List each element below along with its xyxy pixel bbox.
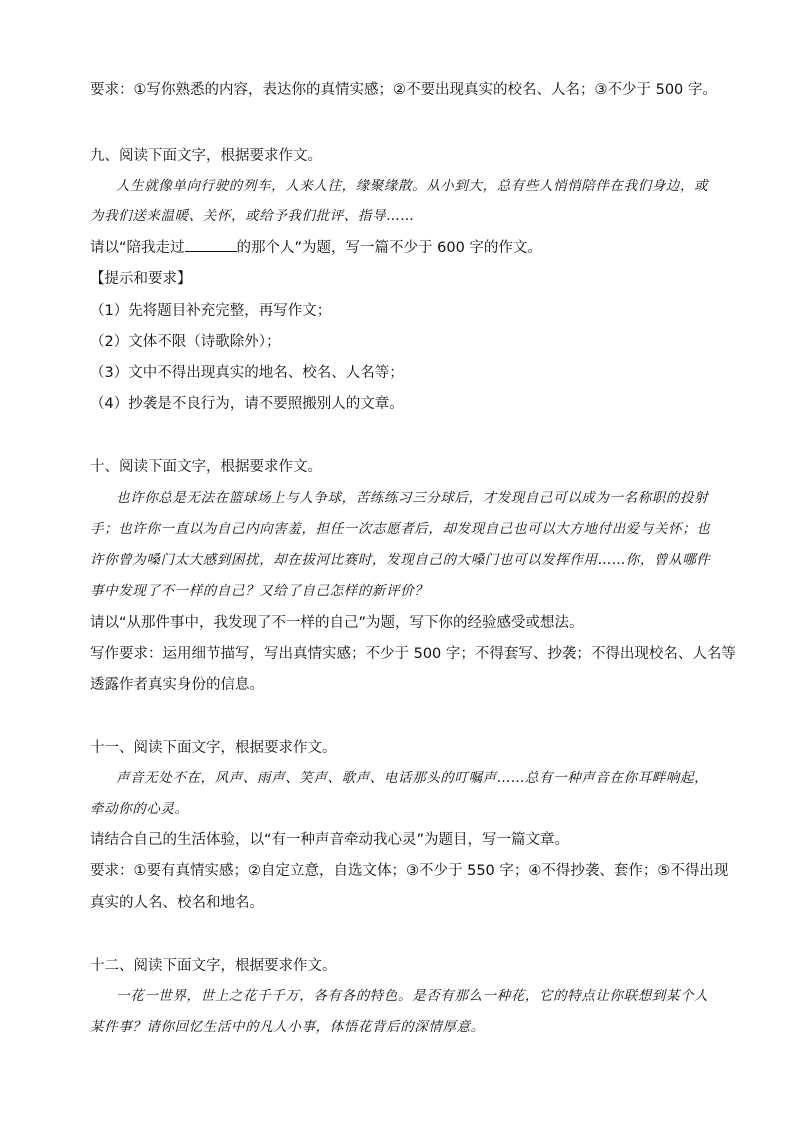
q9-prompt	[90, 237, 710, 259]
q12-title: 十二、阅读下面文字，根据要求作文。	[90, 958, 337, 974]
q10-requirements: 写作要求：运用细节描写，写出真情实感；不少于 500 字；不得套写、抄袭；不得出现校名、人名等	[90, 646, 736, 662]
q9-tips-header: 【提示和要求】	[90, 271, 192, 287]
q10-title: 十、阅读下面文字，根据要求作文。	[90, 459, 322, 475]
q12-passage-line: 一花一世界，世上之花千千万，各有各的特色。是否有那么一种花，它的特点让你联想到某个人	[116, 988, 709, 1004]
q9-passage-line: 为我们送来温暖、关怀，或给予我们批评、指导……	[90, 208, 415, 224]
q11-prompt: 请结合自己的生活体验，以“有一种声音牵动我心灵”为题目，写一篇文章。	[90, 832, 570, 848]
q8-requirements: 要求：①写你熟悉的内容，表达你的真情实感；②不要出现真实的校名、人名；③不少于 500 字。	[90, 82, 717, 98]
q9-prompt-after: 的那个人”为题，写一篇不少于 600 字的作文。	[236, 240, 542, 256]
q11-requirements: 要求：①要有真情实感；②自定立意，自选文体；③不少于 550 字；④不得抄袭、套作；⑤不得出现	[90, 863, 729, 879]
q10-passage-line: 手；也许你一直以为自己内向害羞，担任一次志愿者后，却发现自己也可以大方地付出爱与关怀；也	[90, 521, 711, 537]
q9-title: 九、阅读下面文字，根据要求作文。	[90, 148, 322, 164]
q9-tip: （4）抄袭是不良行为，请不要照搬别人的文章。	[90, 396, 404, 412]
q9-tip: （1）先将题目补充完整，再写作文；	[90, 303, 332, 319]
q11-passage-line: 声音无处不在，风声、雨声、笑声、歌声、电话那头的叮嘱声……总有一种声音在你耳畔响起，	[116, 770, 709, 786]
q10-prompt: 请以“从那件事中，我发现了不一样的自己”为题，写下你的经验感受或想法。	[90, 615, 584, 631]
q12-passage-line: 某件事？请你回忆生活中的凡人小事，体悟花背后的深情厚意。	[90, 1019, 485, 1035]
q9-prompt-before: 请以“陪我走过	[90, 240, 185, 256]
q10-passage-line: 许你曾为嗓门太大感到困扰，却在拔河比赛时，发现自己的大嗓门也可以发挥作用……你，曾从哪件	[90, 552, 711, 568]
q11-title: 十一、阅读下面文字，根据要求作文。	[90, 740, 337, 756]
q9-tip: （3）文中不得出现真实的地名、校名、人名等；	[90, 365, 404, 381]
q10-passage-line: 也许你总是无法在篮球场上与人争球，苦练练习三分球后，才发现自己可以成为一名称职的投射	[116, 490, 709, 506]
q11-requirements: 真实的人名、校名和地名。	[90, 895, 264, 911]
q11-passage-line: 牵动你的心灵。	[90, 801, 189, 817]
q10-requirements: 透露作者真实身份的信息。	[90, 677, 264, 693]
q9-tip: （2）文体不限（诗歌除外）；	[90, 334, 281, 350]
q9-title-blank	[185, 237, 237, 252]
q10-passage-line: 事中发现了不一样的自己？又给了自己怎样的新评价？	[90, 583, 429, 599]
q9-passage-line: 人生就像单向行驶的列车，人来人往，缘聚缘散。从小到大，总有些人悄悄陪伴在我们身边，或	[116, 178, 709, 194]
